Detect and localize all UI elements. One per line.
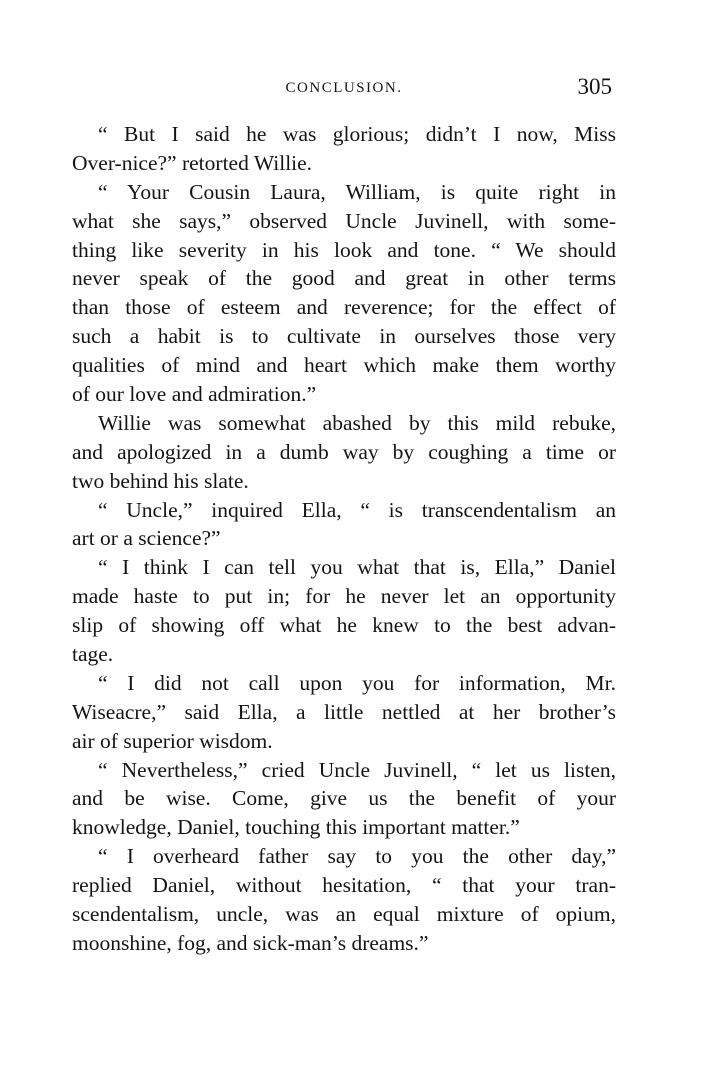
- text-line: “ I think I can tell you what that is, Ella,” Daniel: [98, 555, 616, 580]
- text-line: knowledge, Daniel, touching this important matter.”: [72, 815, 520, 840]
- page-number: 305: [577, 74, 612, 99]
- text-line: “ Your Cousin Laura, William, is quite right in: [98, 179, 616, 204]
- text-line: scendentalism, uncle, was an equal mixture of opium,: [72, 902, 616, 927]
- text-line: such a habit is to cultivate in ourselves those very: [72, 324, 616, 349]
- text-line: “ But I said he was glorious; didn’t I now, Miss: [98, 122, 616, 146]
- text-line: thing like severity in his look and tone. “ We should: [72, 237, 616, 262]
- text-line: Over-nice?” retorted Willie.: [72, 150, 313, 175]
- text-line: what she says,” observed Uncle Juvinell, with some-: [72, 208, 616, 233]
- text-line: “ I did not call upon you for information, Mr.: [98, 670, 616, 695]
- chapter-title: CONCLUSION.: [285, 80, 403, 96]
- text-line: than those of esteem and reverence; for the effect of: [72, 295, 616, 320]
- text-line: never speak of the good and great in other terms: [72, 266, 616, 291]
- text-line: and apologized in a dumb way by coughing a time or: [72, 439, 616, 464]
- text-line: Willie was somewhat abashed by this mild rebuke,: [98, 410, 616, 435]
- text-line: made haste to put in; for he never let an opportunity: [72, 584, 616, 609]
- text-line: air of superior wisdom.: [72, 728, 273, 753]
- text-line: of our love and admiration.”: [72, 382, 317, 407]
- text-line: two behind his slate.: [72, 468, 249, 493]
- running-head: [72, 74, 616, 106]
- body-text: [72, 120, 616, 958]
- text-line: “ I overheard father say to you the other day,”: [98, 844, 616, 869]
- text-line: “ Nevertheless,” cried Uncle Juvinell, “ let us listen,: [98, 757, 616, 782]
- text-line: Wiseacre,” said Ella, a little nettled at her brother’s: [72, 699, 616, 724]
- text-line: art or a science?”: [72, 526, 221, 551]
- text-line: moonshine, fog, and sick-man’s dreams.”: [72, 930, 429, 955]
- text-line: replied Daniel, without hesitation, “ that your tran-: [72, 873, 616, 898]
- text-line: qualities of mind and heart which make them worthy: [72, 353, 616, 378]
- text-line: and be wise. Come, give us the benefit of your: [72, 786, 616, 811]
- text-line: “ Uncle,” inquired Ella, “ is transcendentalism an: [98, 497, 616, 522]
- text-line: slip of showing off what he knew to the best advan-: [72, 613, 616, 638]
- text-line: tage.: [72, 642, 114, 667]
